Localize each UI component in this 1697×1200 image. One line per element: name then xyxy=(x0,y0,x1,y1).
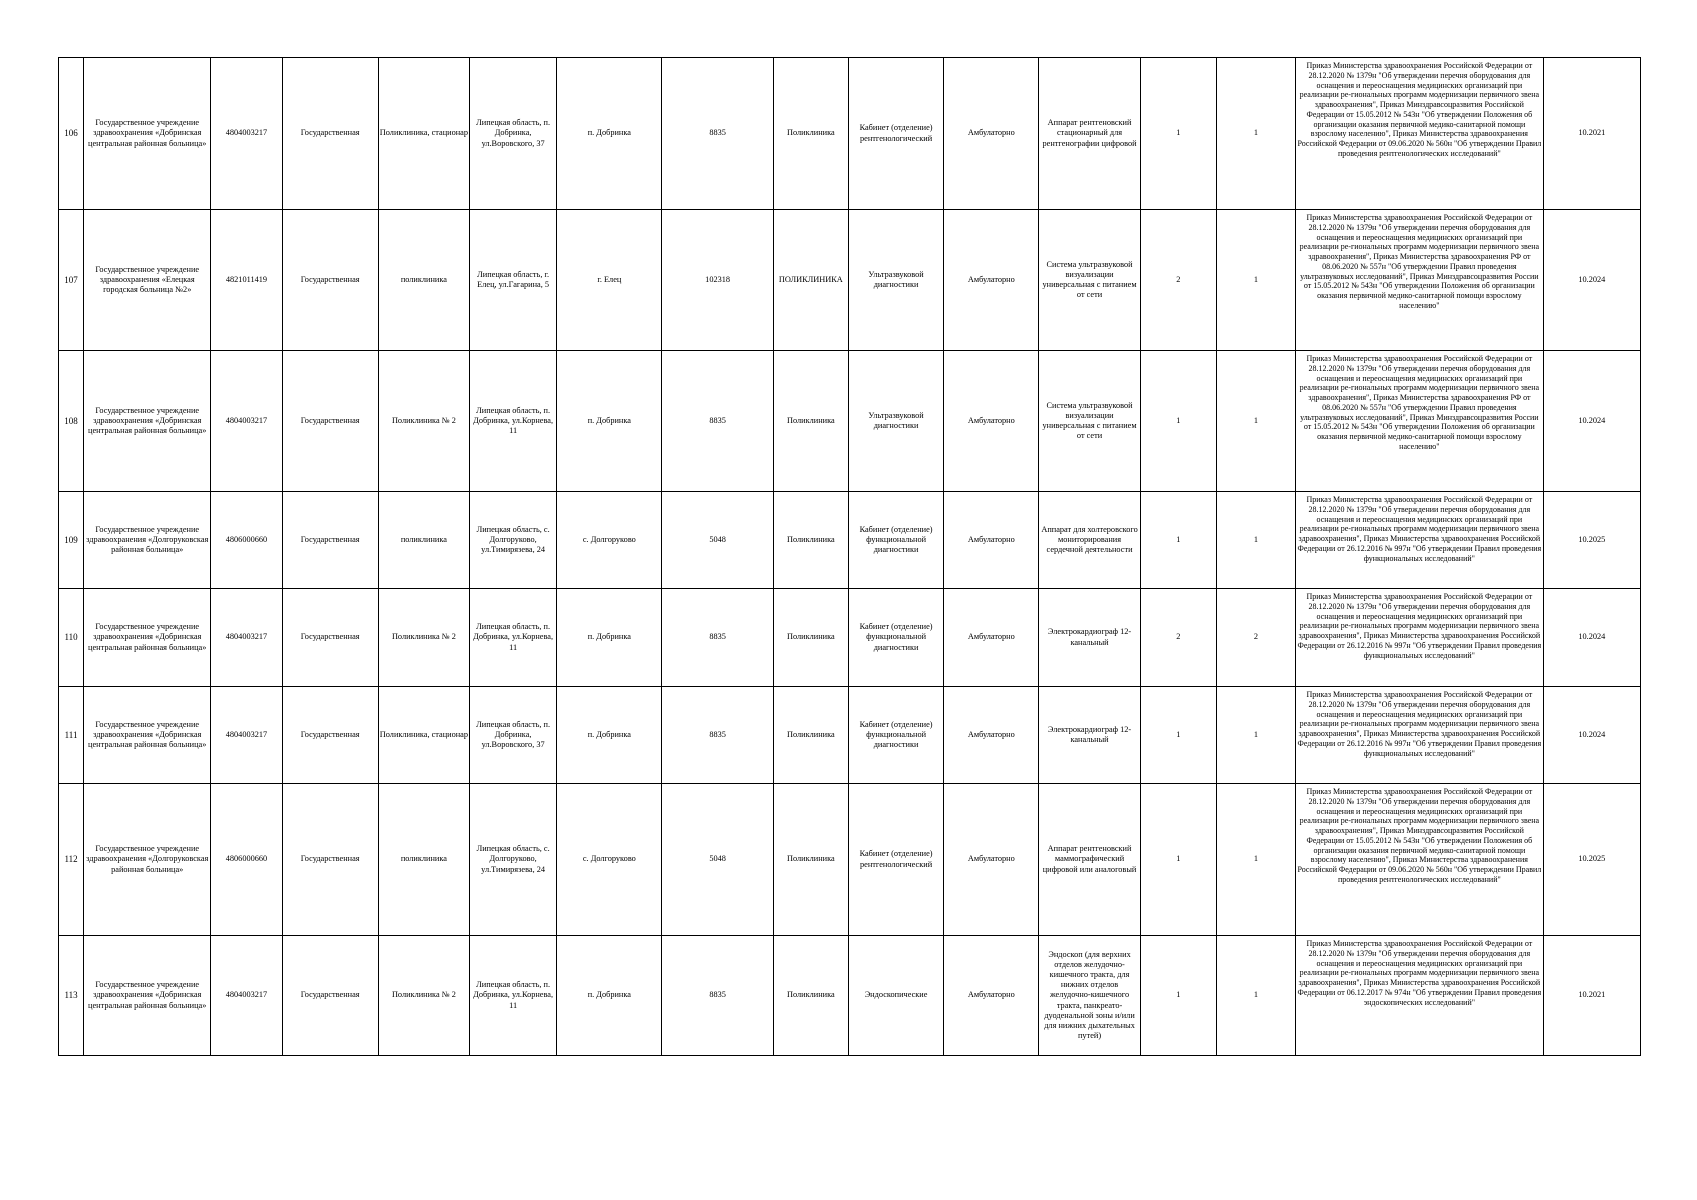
quantity-required-cell: 1 xyxy=(1216,351,1295,492)
delivery-date-cell: 10.2024 xyxy=(1543,687,1640,784)
inn-code-cell: 4804003217 xyxy=(211,936,282,1056)
equipment-name-cell: Аппарат рентгеновский стационарный для рентгенографии цифровой xyxy=(1039,58,1140,210)
population-cell: 8835 xyxy=(662,936,773,1056)
population-cell: 5048 xyxy=(662,492,773,589)
facility-address-cell: Липецкая область, с. Долгоруково, ул.Тимирязева, 24 xyxy=(470,784,557,936)
facility-address-cell: Липецкая область, п. Добринка, ул.Воровского, 37 xyxy=(470,687,557,784)
ownership-form-cell: Государственная xyxy=(282,58,378,210)
row-number-cell: 111 xyxy=(59,687,84,784)
organization-name-cell: Государственное учреждение здравоохранения «Добринская центральная районная больница» xyxy=(84,936,211,1056)
legal-basis-cell: Приказ Министерства здравоохранения Российской Федерации от 28.12.2020 № 1379н "Об утверждении перечня оборудования для оснащения и переоснащения медицинских организаций при реализации ре-гиональных программ модернизации первичного звена здравоохранения", Приказ Министерства здравоохранения Российской Федерации от 06.12.2017 № 974н "Об утверждении Правил проведения эндоскопических исследований" xyxy=(1296,936,1544,1056)
delivery-date-cell: 10.2025 xyxy=(1543,492,1640,589)
legal-basis-cell: Приказ Министерства здравоохранения Российской Федерации от 28.12.2020 № 1379н "Об утверждении перечня оборудования для оснащения и переоснащения медицинских организаций при реализации ре-гиональных программ модернизации первичного звена здравоохранения", Приказ Министерства здравоохранения РФ от 08.06.2020 № 557н "Об утверждении Правил проведения ультразвуковых исследований", Приказ Минздравсоцразвития России от 15.05.2012 № 543н "Об утверждении Положения об организации оказания первичной медико-санитарной помощи взрослому населению" xyxy=(1296,351,1544,492)
subdivision-cell: Поликлиника xyxy=(773,936,848,1056)
equipment-name-cell: Электрокардиограф 12-канальный xyxy=(1039,589,1140,687)
locality-cell: п. Добринка xyxy=(557,589,662,687)
equipment-name-cell: Система ультразвуковой визуализации универсальная с питанием от сети xyxy=(1039,351,1140,492)
quantity-planned-cell: 2 xyxy=(1140,210,1216,351)
care-type-cell: Амбулаторно xyxy=(944,784,1039,936)
quantity-required-cell: 1 xyxy=(1216,58,1295,210)
quantity-required-cell: 1 xyxy=(1216,210,1295,351)
inn-code-cell: 4804003217 xyxy=(211,58,282,210)
inn-code-cell: 4806000660 xyxy=(211,492,282,589)
inn-code-cell: 4804003217 xyxy=(211,589,282,687)
inn-code-cell: 4804003217 xyxy=(211,687,282,784)
facility-address-cell: Липецкая область, с. Долгоруково, ул.Тимирязева, 24 xyxy=(470,492,557,589)
department-cell: Кабинет (отделение) рентгенологический xyxy=(848,58,943,210)
delivery-date-cell: 10.2024 xyxy=(1543,351,1640,492)
delivery-date-cell: 10.2024 xyxy=(1543,210,1640,351)
row-number-cell: 107 xyxy=(59,210,84,351)
organization-name-cell: Государственное учреждение здравоохранения «Долгоруковская районная больница» xyxy=(84,492,211,589)
ownership-form-cell: Государственная xyxy=(282,936,378,1056)
row-number-cell: 110 xyxy=(59,589,84,687)
locality-cell: п. Добринка xyxy=(557,58,662,210)
delivery-date-cell: 10.2024 xyxy=(1543,589,1640,687)
table-row xyxy=(59,687,1641,784)
equipment-name-cell: Аппарат для холтеровского мониторирования сердечной деятельности xyxy=(1039,492,1140,589)
care-type-cell: Амбулаторно xyxy=(944,936,1039,1056)
legal-basis-cell: Приказ Министерства здравоохранения Российской Федерации от 28.12.2020 № 1379н "Об утверждении перечня оборудования для оснащения и переоснащения медицинских организаций при реализации ре-гиональных программ модернизации первичного звена здравоохранения", Приказ Минздравсоцразвития Российской Федерации от 15.05.2012 № 543н "Об утверждении Положения об организации оказания первичной медико-санитарной помощи взрослому населению", Приказ Министерства здравоохранения Российской Федерации от 09.06.2020 № 560н "Об утверждении Правил проведения рентгенологических исследований" xyxy=(1296,784,1544,936)
facility-address-cell: Липецкая область, п. Добринка, ул.Корнева, 11 xyxy=(470,589,557,687)
table-row xyxy=(59,936,1641,1056)
locality-cell: с. Долгоруково xyxy=(557,492,662,589)
subdivision-cell: ПОЛИКЛИНИКА xyxy=(773,210,848,351)
department-cell: Кабинет (отделение) функциональной диагностики xyxy=(848,687,943,784)
organization-name-cell: Государственное учреждение здравоохранения «Добринская центральная районная больница» xyxy=(84,351,211,492)
quantity-planned-cell: 2 xyxy=(1140,589,1216,687)
subdivision-cell: Поликлиника xyxy=(773,58,848,210)
population-cell: 8835 xyxy=(662,351,773,492)
care-type-cell: Амбулаторно xyxy=(944,351,1039,492)
legal-basis-cell: Приказ Министерства здравоохранения Российской Федерации от 28.12.2020 № 1379н "Об утверждении перечня оборудования для оснащения и переоснащения медицинских организаций при реализации ре-гиональных программ модернизации первичного звена здравоохранения", Приказ Министерства здравоохранения РФ от 08.06.2020 № 557н "Об утверждении Правил проведения ультразвуковых исследований", Приказ Минздравсоцразвития России от 15.05.2012 № 543н "Об утверждении Положения об организации оказания первичной медико-санитарной помощи взрослому населению" xyxy=(1296,210,1544,351)
ownership-form-cell: Государственная xyxy=(282,492,378,589)
ownership-form-cell: Государственная xyxy=(282,589,378,687)
population-cell: 8835 xyxy=(662,687,773,784)
subdivision-cell: Поликлиника xyxy=(773,351,848,492)
equipment-name-cell: Аппарат рентгеновский маммографический цифровой или аналоговый xyxy=(1039,784,1140,936)
row-number-cell: 109 xyxy=(59,492,84,589)
delivery-date-cell: 10.2021 xyxy=(1543,58,1640,210)
population-cell: 102318 xyxy=(662,210,773,351)
ownership-form-cell: Государственная xyxy=(282,784,378,936)
quantity-planned-cell: 1 xyxy=(1140,58,1216,210)
facility-unit-cell: Поликлиника № 2 xyxy=(378,351,469,492)
locality-cell: п. Добринка xyxy=(557,351,662,492)
quantity-planned-cell: 1 xyxy=(1140,351,1216,492)
delivery-date-cell: 10.2021 xyxy=(1543,936,1640,1056)
facility-unit-cell: Поликлиника № 2 xyxy=(378,589,469,687)
organization-name-cell: Государственное учреждение здравоохранения «Добринская центральная районная больница» xyxy=(84,58,211,210)
subdivision-cell: Поликлиника xyxy=(773,589,848,687)
legal-basis-cell: Приказ Министерства здравоохранения Российской Федерации от 28.12.2020 № 1379н "Об утверждении перечня оборудования для оснащения и переоснащения медицинских организаций при реализации ре-гиональных программ модернизации первичного звена здравоохранения", Приказ Министерства здравоохранения Российской Федерации от 26.12.2016 № 997н "Об утверждении Правил проведения функциональных исследований" xyxy=(1296,589,1544,687)
quantity-required-cell: 2 xyxy=(1216,589,1295,687)
locality-cell: п. Добринка xyxy=(557,936,662,1056)
facility-address-cell: Липецкая область, п. Добринка, ул.Воровского, 37 xyxy=(470,58,557,210)
organization-name-cell: Государственное учреждение здравоохранения «Долгоруковская районная больница» xyxy=(84,784,211,936)
inn-code-cell: 4804003217 xyxy=(211,351,282,492)
ownership-form-cell: Государственная xyxy=(282,210,378,351)
table-row xyxy=(59,589,1641,687)
care-type-cell: Амбулаторно xyxy=(944,687,1039,784)
row-number-cell: 106 xyxy=(59,58,84,210)
care-type-cell: Амбулаторно xyxy=(944,58,1039,210)
subdivision-cell: Поликлиника xyxy=(773,492,848,589)
care-type-cell: Амбулаторно xyxy=(944,589,1039,687)
inn-code-cell: 4821011419 xyxy=(211,210,282,351)
facility-address-cell: Липецкая область, п. Добринка, ул.Корнева, 11 xyxy=(470,351,557,492)
organization-name-cell: Государственное учреждение здравоохранения «Елецкая городская больница №2» xyxy=(84,210,211,351)
quantity-planned-cell: 1 xyxy=(1140,687,1216,784)
quantity-planned-cell: 1 xyxy=(1140,784,1216,936)
legal-basis-cell: Приказ Министерства здравоохранения Российской Федерации от 28.12.2020 № 1379н "Об утверждении перечня оборудования для оснащения и переоснащения медицинских организаций при реализации ре-гиональных программ модернизации первичного звена здравоохранения", Приказ Министерства здравоохранения Российской Федерации от 26.12.2016 № 997н "Об утверждении Правил проведения функциональных исследований" xyxy=(1296,687,1544,784)
table-row xyxy=(59,492,1641,589)
facility-unit-cell: поликлиника xyxy=(378,784,469,936)
legal-basis-cell: Приказ Министерства здравоохранения Российской Федерации от 28.12.2020 № 1379н "Об утверждении перечня оборудования для оснащения и переоснащения медицинских организаций при реализации ре-гиональных программ модернизации первичного звена здравоохранения", Приказ Министерства здравоохранения Российской Федерации от 26.12.2016 № 997н "Об утверждении Правил проведения функциональных исследований" xyxy=(1296,492,1544,589)
facility-unit-cell: поликлиника xyxy=(378,210,469,351)
population-cell: 5048 xyxy=(662,784,773,936)
department-cell: Кабинет (отделение) рентгенологический xyxy=(848,784,943,936)
facility-unit-cell: Поликлиника, стационар xyxy=(378,687,469,784)
row-number-cell: 113 xyxy=(59,936,84,1056)
equipment-name-cell: Система ультразвуковой визуализации универсальная с питанием от сети xyxy=(1039,210,1140,351)
quantity-planned-cell: 1 xyxy=(1140,936,1216,1056)
legal-basis-cell: Приказ Министерства здравоохранения Российской Федерации от 28.12.2020 № 1379н "Об утверждении перечня оборудования для оснащения и переоснащения медицинских организаций при реализации ре-гиональных программ модернизации первичного звена здравоохранения", Приказ Минздравсоцразвития Российской Федерации от 15.05.2012 № 543н "Об утверждении Положения об организации оказания первичной медико-санитарной помощи взрослому населению", Приказ Министерства здравоохранения Российской Федерации от 09.06.2020 № 560н "Об утверждении Правил проведения рентгенологических исследований" xyxy=(1296,58,1544,210)
facility-unit-cell: Поликлиника, стационар xyxy=(378,58,469,210)
quantity-required-cell: 1 xyxy=(1216,687,1295,784)
quantity-required-cell: 1 xyxy=(1216,936,1295,1056)
delivery-date-cell: 10.2025 xyxy=(1543,784,1640,936)
equipment-table xyxy=(58,57,1641,1056)
facility-address-cell: Липецкая область, п. Добринка, ул.Корнева, 11 xyxy=(470,936,557,1056)
ownership-form-cell: Государственная xyxy=(282,687,378,784)
row-number-cell: 108 xyxy=(59,351,84,492)
quantity-planned-cell: 1 xyxy=(1140,492,1216,589)
equipment-name-cell: Электрокардиограф 12-канальный xyxy=(1039,687,1140,784)
department-cell: Кабинет (отделение) функциональной диагностики xyxy=(848,492,943,589)
inn-code-cell: 4806000660 xyxy=(211,784,282,936)
department-cell: Ультразвуковой диагностики xyxy=(848,351,943,492)
table-row xyxy=(59,784,1641,936)
subdivision-cell: Поликлиника xyxy=(773,687,848,784)
table-row xyxy=(59,351,1641,492)
department-cell: Ультразвуковой диагностики xyxy=(848,210,943,351)
department-cell: Кабинет (отделение) функциональной диагностики xyxy=(848,589,943,687)
locality-cell: г. Елец xyxy=(557,210,662,351)
population-cell: 8835 xyxy=(662,589,773,687)
table-row xyxy=(59,210,1641,351)
table-row xyxy=(59,58,1641,210)
quantity-required-cell: 1 xyxy=(1216,784,1295,936)
quantity-required-cell: 1 xyxy=(1216,492,1295,589)
table-body xyxy=(59,58,1641,1056)
facility-unit-cell: Поликлиника № 2 xyxy=(378,936,469,1056)
subdivision-cell: Поликлиника xyxy=(773,784,848,936)
equipment-name-cell: Эндоскоп (для верхних отделов желудочно-кишечного тракта, для нижних отделов желудочно-кишечного тракта, панкреато-дуоденальной зоны и/или для нижних дыхательных путей) xyxy=(1039,936,1140,1056)
facility-address-cell: Липецкая область, г. Елец, ул.Гагарина, 5 xyxy=(470,210,557,351)
population-cell: 8835 xyxy=(662,58,773,210)
organization-name-cell: Государственное учреждение здравоохранения «Добринская центральная районная больница» xyxy=(84,687,211,784)
care-type-cell: Амбулаторно xyxy=(944,492,1039,589)
locality-cell: п. Добринка xyxy=(557,687,662,784)
care-type-cell: Амбулаторно xyxy=(944,210,1039,351)
row-number-cell: 112 xyxy=(59,784,84,936)
ownership-form-cell: Государственная xyxy=(282,351,378,492)
locality-cell: с. Долгоруково xyxy=(557,784,662,936)
facility-unit-cell: поликлиника xyxy=(378,492,469,589)
organization-name-cell: Государственное учреждение здравоохранения «Добринская центральная районная больница» xyxy=(84,589,211,687)
department-cell: Эндоскопические xyxy=(848,936,943,1056)
